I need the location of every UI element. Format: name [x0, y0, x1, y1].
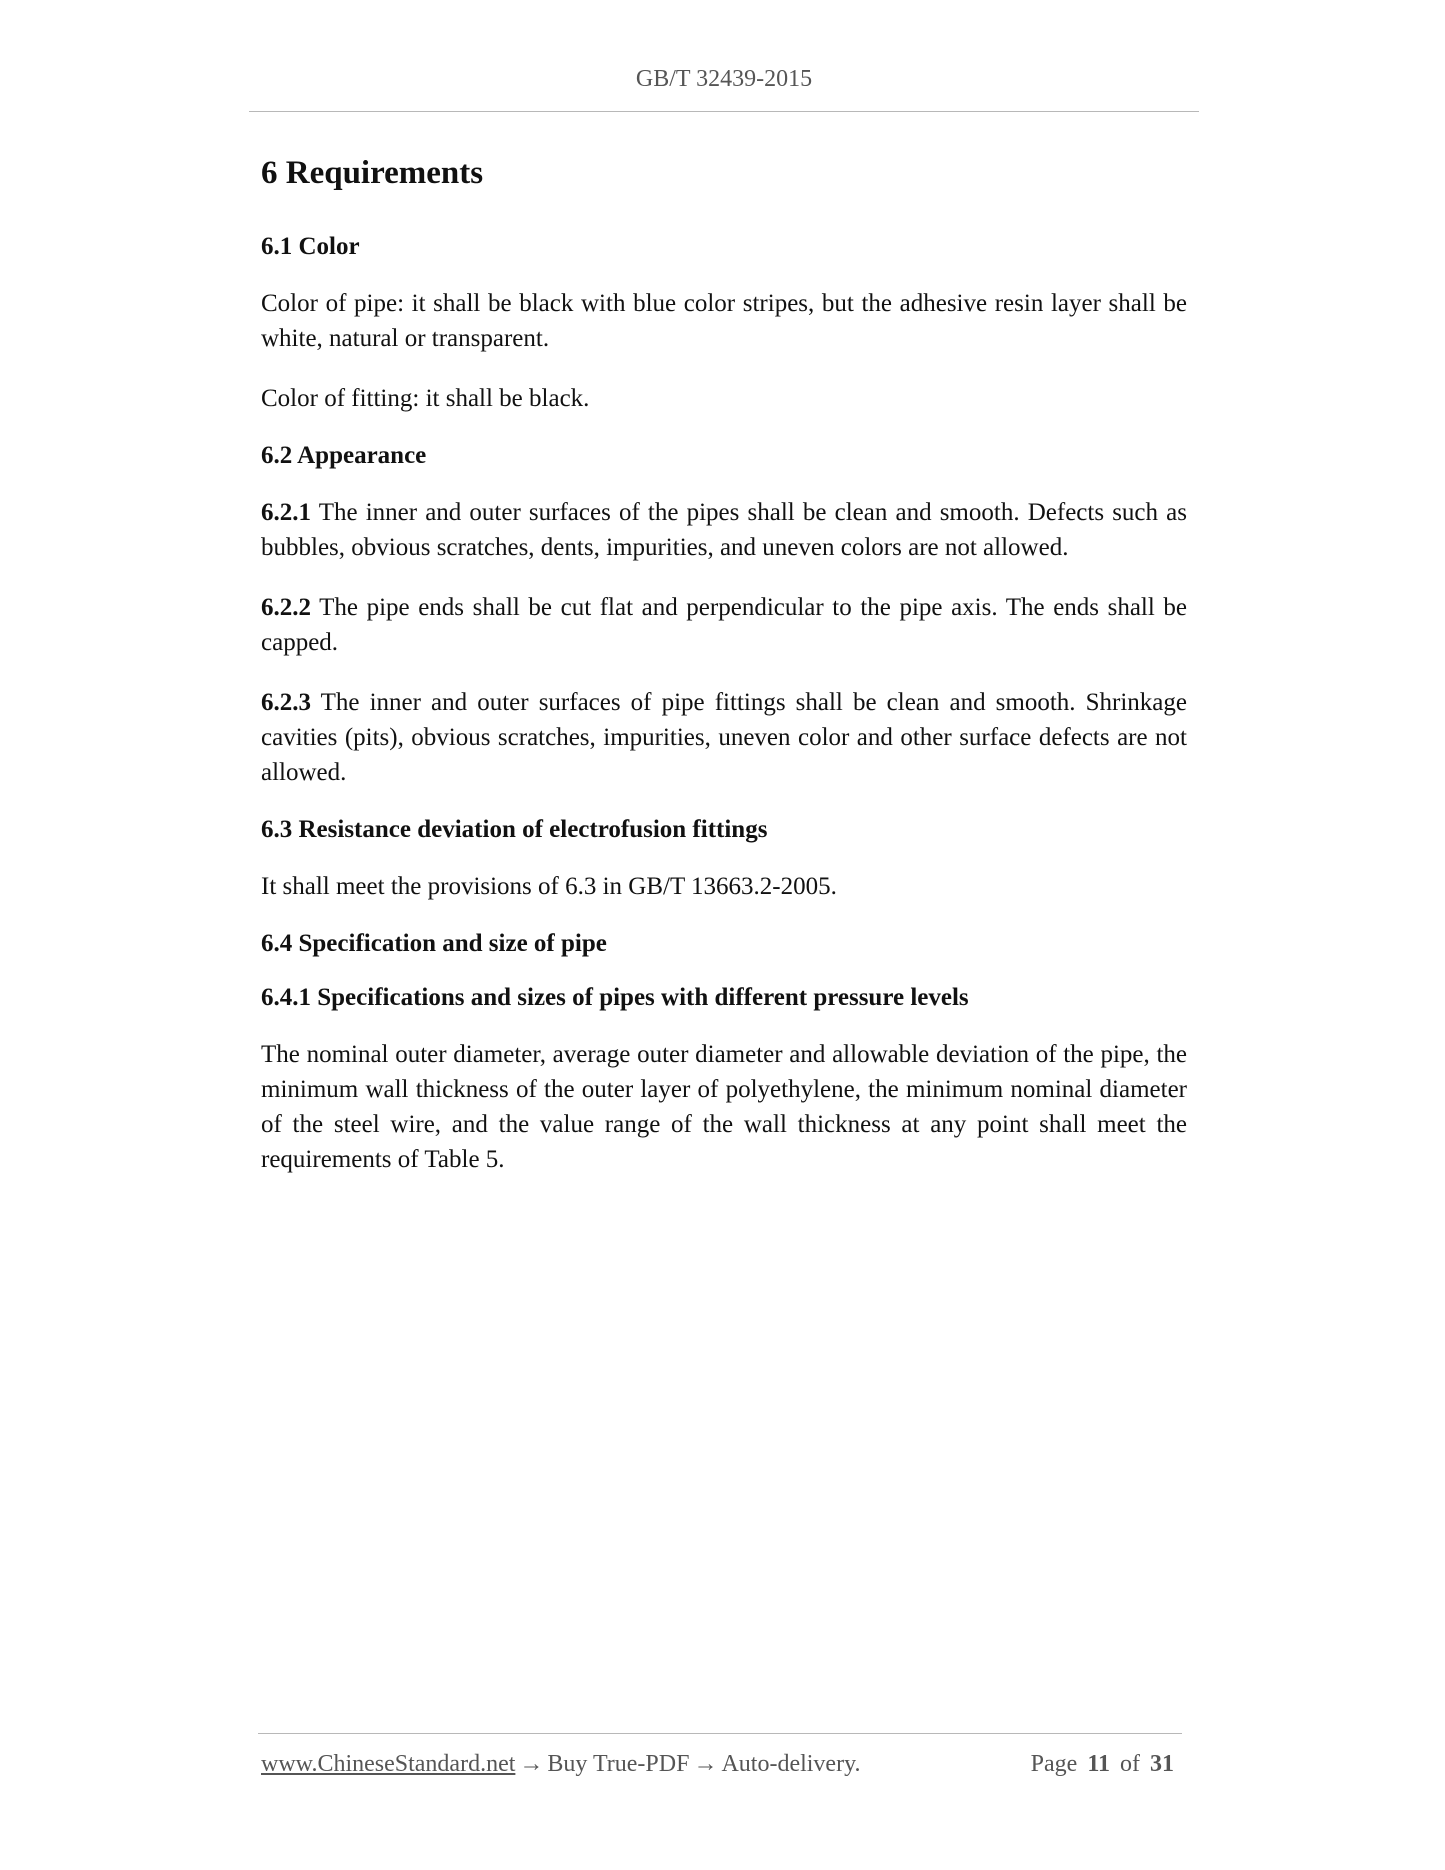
- clause-number: 6.2.3: [261, 688, 311, 716]
- clause-text: The inner and outer surfaces of the pipes shall be clean and smooth. Defects such as bubbles, obvious scratches, dents, impurities, and uneven colors are not allowed.: [261, 498, 1187, 561]
- paragraph-resistance: It shall meet the provisions of 6.3 in GB/T 13663.2-2005.: [261, 872, 837, 900]
- page-total: 31: [1150, 1751, 1174, 1777]
- footer-links: [261, 1751, 861, 1777]
- header-divider: [249, 111, 1199, 112]
- arrow-right-icon: →: [693, 1751, 718, 1777]
- clause-number: 6.2.1: [261, 498, 311, 526]
- clause-6-2-2: [261, 590, 1187, 660]
- heading-6-4: 6.4 Specification and size of pipe: [261, 929, 607, 957]
- auto-delivery-text: Auto-delivery.: [721, 1751, 861, 1777]
- paragraph-pipe-color: Color of pipe: it shall be black with blue color stripes, but the adhesive resin layer shall be white, natural or transparent.: [261, 289, 1187, 352]
- arrow-right-icon: →: [519, 1751, 544, 1777]
- page-current: 11: [1087, 1751, 1110, 1777]
- heading-6-1: 6.1 Color: [261, 232, 360, 260]
- clause-6-2-3: [261, 685, 1187, 790]
- paragraph-fitting-color: Color of fitting: it shall be black.: [261, 384, 590, 412]
- heading-6-4-1: 6.4.1 Specifications and sizes of pipes with different pressure levels: [261, 983, 969, 1011]
- paragraph-pipe-specification: The nominal outer diameter, average outer diameter and allowable deviation of the pipe, the minimum wall thickness of the outer layer of polyethylene, the minimum nominal diameter of the steel wire, and the value range of the wall thickness at any point shall meet the requirements of Table 5.: [261, 1040, 1187, 1173]
- page-indicator: [1031, 1751, 1178, 1778]
- heading-6-3: 6.3 Resistance deviation of electrofusion fittings: [261, 815, 768, 843]
- section-title: 6 Requirements: [261, 155, 484, 191]
- page-footer: [261, 1751, 1181, 1778]
- page-header: GB/T 32439-2015: [635, 66, 813, 92]
- page-of: of: [1120, 1751, 1140, 1777]
- footer-divider: [258, 1733, 1182, 1734]
- page-label: Page: [1030, 1751, 1078, 1777]
- site-link[interactable]: www.ChineseStandard.net: [261, 1751, 516, 1777]
- clause-6-2-1: [261, 495, 1187, 565]
- document-body: [261, 154, 1187, 1202]
- heading-6-2: 6.2 Appearance: [261, 441, 427, 469]
- clause-number: 6.2.2: [261, 593, 311, 621]
- clause-text: The pipe ends shall be cut flat and perpendicular to the pipe axis. The ends shall be capped.: [261, 593, 1187, 656]
- buy-true-pdf-text: Buy True-PDF: [547, 1751, 690, 1777]
- clause-text: The inner and outer surfaces of pipe fittings shall be clean and smooth. Shrinkage cavities (pits), obvious scratches, impurities, uneven color and other surface defects are not allowed.: [261, 688, 1187, 786]
